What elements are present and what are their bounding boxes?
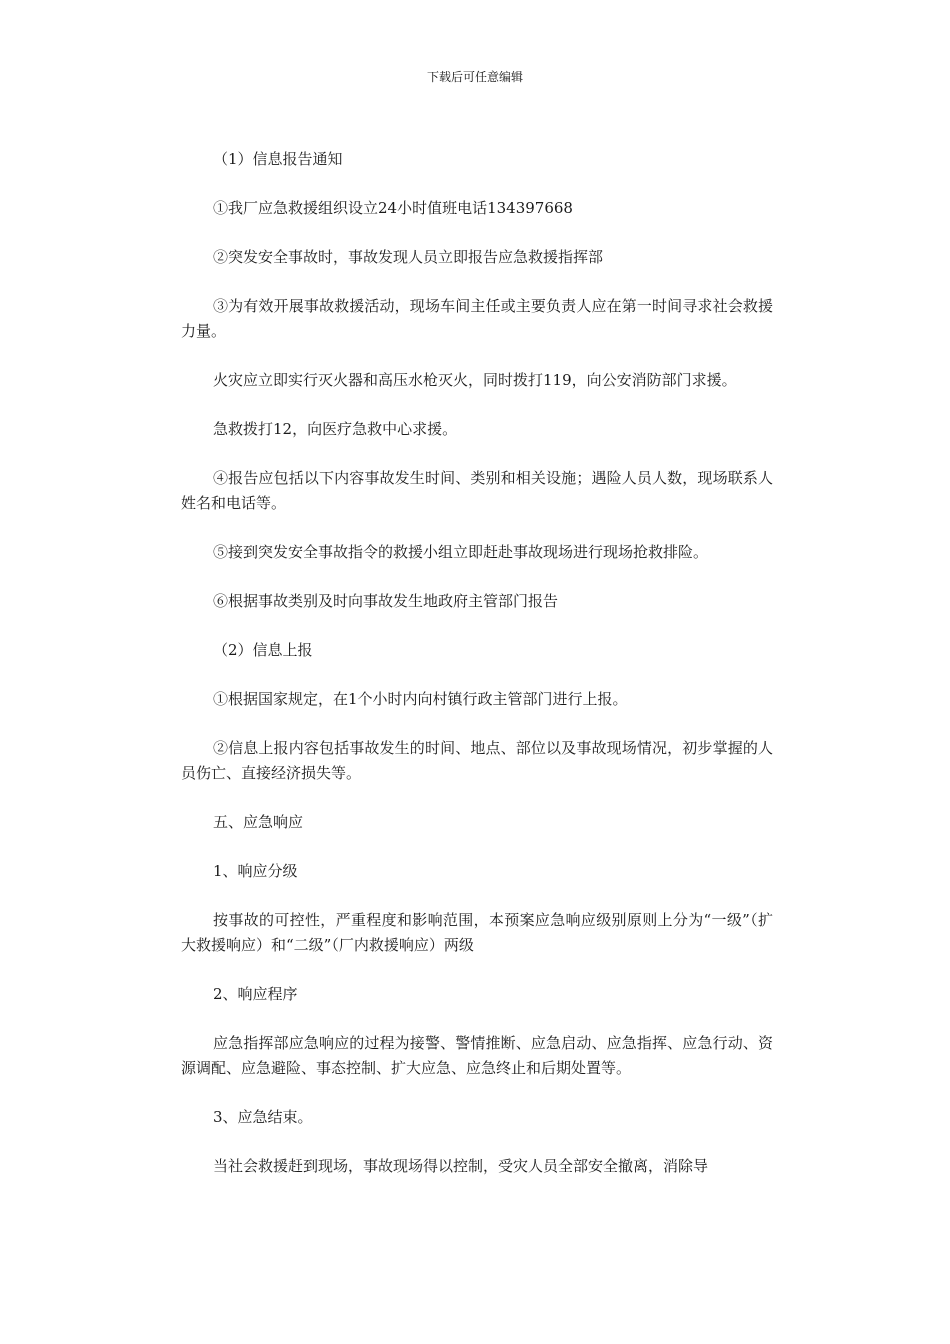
document-body <box>181 147 773 1179</box>
subheading-response-levels: 1、响应分级 <box>213 862 298 880</box>
paragraph-report-government: ⑥根据事故类别及时向事故发生地政府主管部门报告 <box>213 592 559 610</box>
paragraph-emergency-end: 当社会救援赶到现场，事故现场得以控制，受灾人员全部安全撤离，消除导 <box>213 1157 709 1175</box>
paragraph-first-aid: 急救拨打12，向医疗急救中心求援。 <box>213 420 458 438</box>
paragraph-fire: 火灾应立即实行灭火器和高压水枪灭火，同时拨打119，向公安消防部门求援。 <box>213 371 737 389</box>
paragraph-rescue-team: ⑤接到突发安全事故指令的救援小组立即赶赴事故现场进行现场抢救排险。 <box>213 543 709 561</box>
subheading-response-procedure: 2、响应程序 <box>213 985 298 1003</box>
paragraph-submit-content: ②信息上报内容包括事故发生的时间、地点、部位以及事故现场情况，初步掌握的人员伤亡、直接经济损失等。 <box>181 739 773 782</box>
section-heading-emergency-response: 五、应急响应 <box>213 813 304 831</box>
paragraph-info-report-heading: （1）信息报告通知 <box>213 150 343 168</box>
paragraph-duty-phone: ①我厂应急救援组织设立24小时值班电话134397668 <box>213 199 573 217</box>
paragraph-one-hour: ①根据国家规定，在1个小时内向村镇行政主管部门进行上报。 <box>213 690 628 708</box>
paragraph-report-command: ②突发安全事故时，事故发现人员立即报告应急救援指挥部 <box>213 248 604 266</box>
paragraph-info-submit-heading: （2）信息上报 <box>213 641 313 659</box>
paragraph-report-content: ④报告应包括以下内容事故发生时间、类别和相关设施；遇险人员人数，现场联系人姓名和电话等。 <box>181 469 773 512</box>
paragraph-seek-rescue: ③为有效开展事故救援活动，现场车间主任或主要负责人应在第一时间寻求社会救援力量。 <box>181 297 773 340</box>
subheading-emergency-end: 3、应急结束。 <box>213 1108 313 1126</box>
paragraph-response-procedure: 应急指挥部应急响应的过程为接警、警情推断、应急启动、应急指挥、应急行动、资源调配、应急避险、事态控制、扩大应急、应急终止和后期处置等。 <box>181 1034 773 1077</box>
paragraph-response-levels: 按事故的可控性，严重程度和影响范围，本预案应急响应级别原则上分为“一级”（扩大救援响应）和“二级”（厂内救援响应）两级 <box>181 911 773 954</box>
download-note: 下载后可任意编辑 <box>426 70 523 84</box>
